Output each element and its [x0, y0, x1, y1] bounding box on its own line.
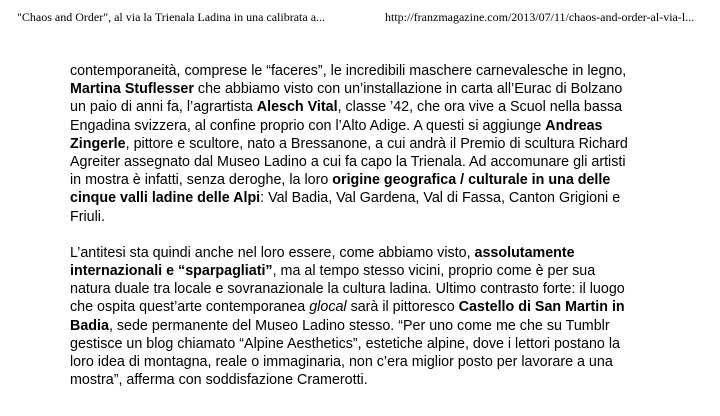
- text-line: [70, 280, 710, 298]
- article-paragraph: [70, 244, 710, 390]
- text-line: [70, 244, 710, 262]
- text-line: [70, 62, 710, 80]
- text-run: che ospita quest’arte contemporanea: [70, 299, 310, 316]
- bold-text: Castello di San Martin in: [458, 299, 625, 316]
- text-run: gestisce un blog chiamato “Alpine Aesthetics”, estetiche alpine, dove i lettori postano la: [70, 335, 620, 352]
- text-run: , pittore e scultore, nato a Bressanone, a cui andrà il Premio di scultura Richard: [125, 135, 628, 152]
- text-run: contemporaneità, comprese le “faceres”, le incredibili maschere carnevalesche in legno,: [70, 63, 627, 79]
- bold-text: cinque valli ladine delle Alpi: [70, 190, 261, 207]
- text-line: [70, 298, 710, 316]
- article-body: [70, 62, 710, 389]
- page-url-header: http://franzmagazine.com/2013/07/11/chaos-and-order-al-via-l...: [385, 10, 695, 24]
- page-title-header: "Chaos and Order", al via la Trienala Ladina in una calibrata a...: [17, 10, 326, 24]
- bold-text: Andreas: [545, 117, 603, 134]
- bold-text: Alesch Vital: [256, 99, 338, 116]
- text-run: Friuli.: [70, 208, 105, 225]
- text-run: natura duale tra locale e sovranazionale la cultura ladina. Ultimo contrasto forte: il luogo: [70, 281, 625, 298]
- bold-text: Badia: [70, 317, 109, 334]
- bold-text: assolutamente: [474, 244, 575, 261]
- bold-text: origine geografica / culturale in una delle: [332, 172, 611, 189]
- text-line: [70, 208, 710, 226]
- text-line: [70, 98, 710, 116]
- article-paragraph: [70, 62, 710, 226]
- text-line: [70, 153, 710, 171]
- text-line: [70, 371, 710, 389]
- bold-text: Zingerle: [70, 135, 126, 152]
- bold-text: internazionali e “sparpagliati”: [70, 263, 273, 280]
- bold-text: Martina Stuflesser: [70, 81, 194, 98]
- text-line: [70, 353, 710, 371]
- text-run: , classe ’42, che ora vive a Scuol nella bassa: [337, 99, 623, 116]
- text-line: [70, 171, 710, 189]
- text-line: [70, 335, 710, 353]
- text-run: che abbiamo visto con un’installazione in carta all’Eurac di Bolzano: [193, 81, 623, 98]
- text-line: [70, 135, 710, 153]
- text-line: [70, 262, 710, 280]
- text-line: [70, 317, 710, 335]
- text-line: [70, 189, 710, 207]
- text-run: Engadina svizzera, al confine proprio con l’Alto Adige. A questi si aggiunge: [70, 117, 546, 134]
- text-run: : Val Badia, Val Gardena, Val di Fassa, Canton Grigioni e: [260, 190, 621, 207]
- text-run: mostra”, afferma con soddisfazione Cramerotti.: [70, 372, 368, 389]
- text-run: sarà il pittoresco: [346, 299, 459, 316]
- text-run: in mostra è infatti, senza deroghe, la loro: [70, 172, 333, 189]
- italic-text: glocal: [309, 299, 347, 316]
- text-run: , ma al tempo stesso vicini, proprio come è per sua: [272, 263, 596, 280]
- text-run: un paio di anni fa, l’agrartista: [70, 99, 257, 116]
- text-run: L’antitesi sta quindi anche nel loro essere, come abbiamo visto,: [70, 244, 475, 261]
- text-run: , sede permanente del Museo Ladino stesso. “Per uno come me che su Tumblr: [108, 317, 610, 334]
- text-run: loro idea di montagna, reale o immaginaria, non c’era miglior posto per lavorare a una: [70, 354, 613, 371]
- text-run: Agreiter assegnato dal Museo Ladino a cui fa capo la Trienala. Ad accomunare gli artisti: [70, 154, 626, 171]
- text-line: [70, 117, 710, 135]
- print-header: [0, 10, 720, 30]
- text-line: [70, 80, 710, 98]
